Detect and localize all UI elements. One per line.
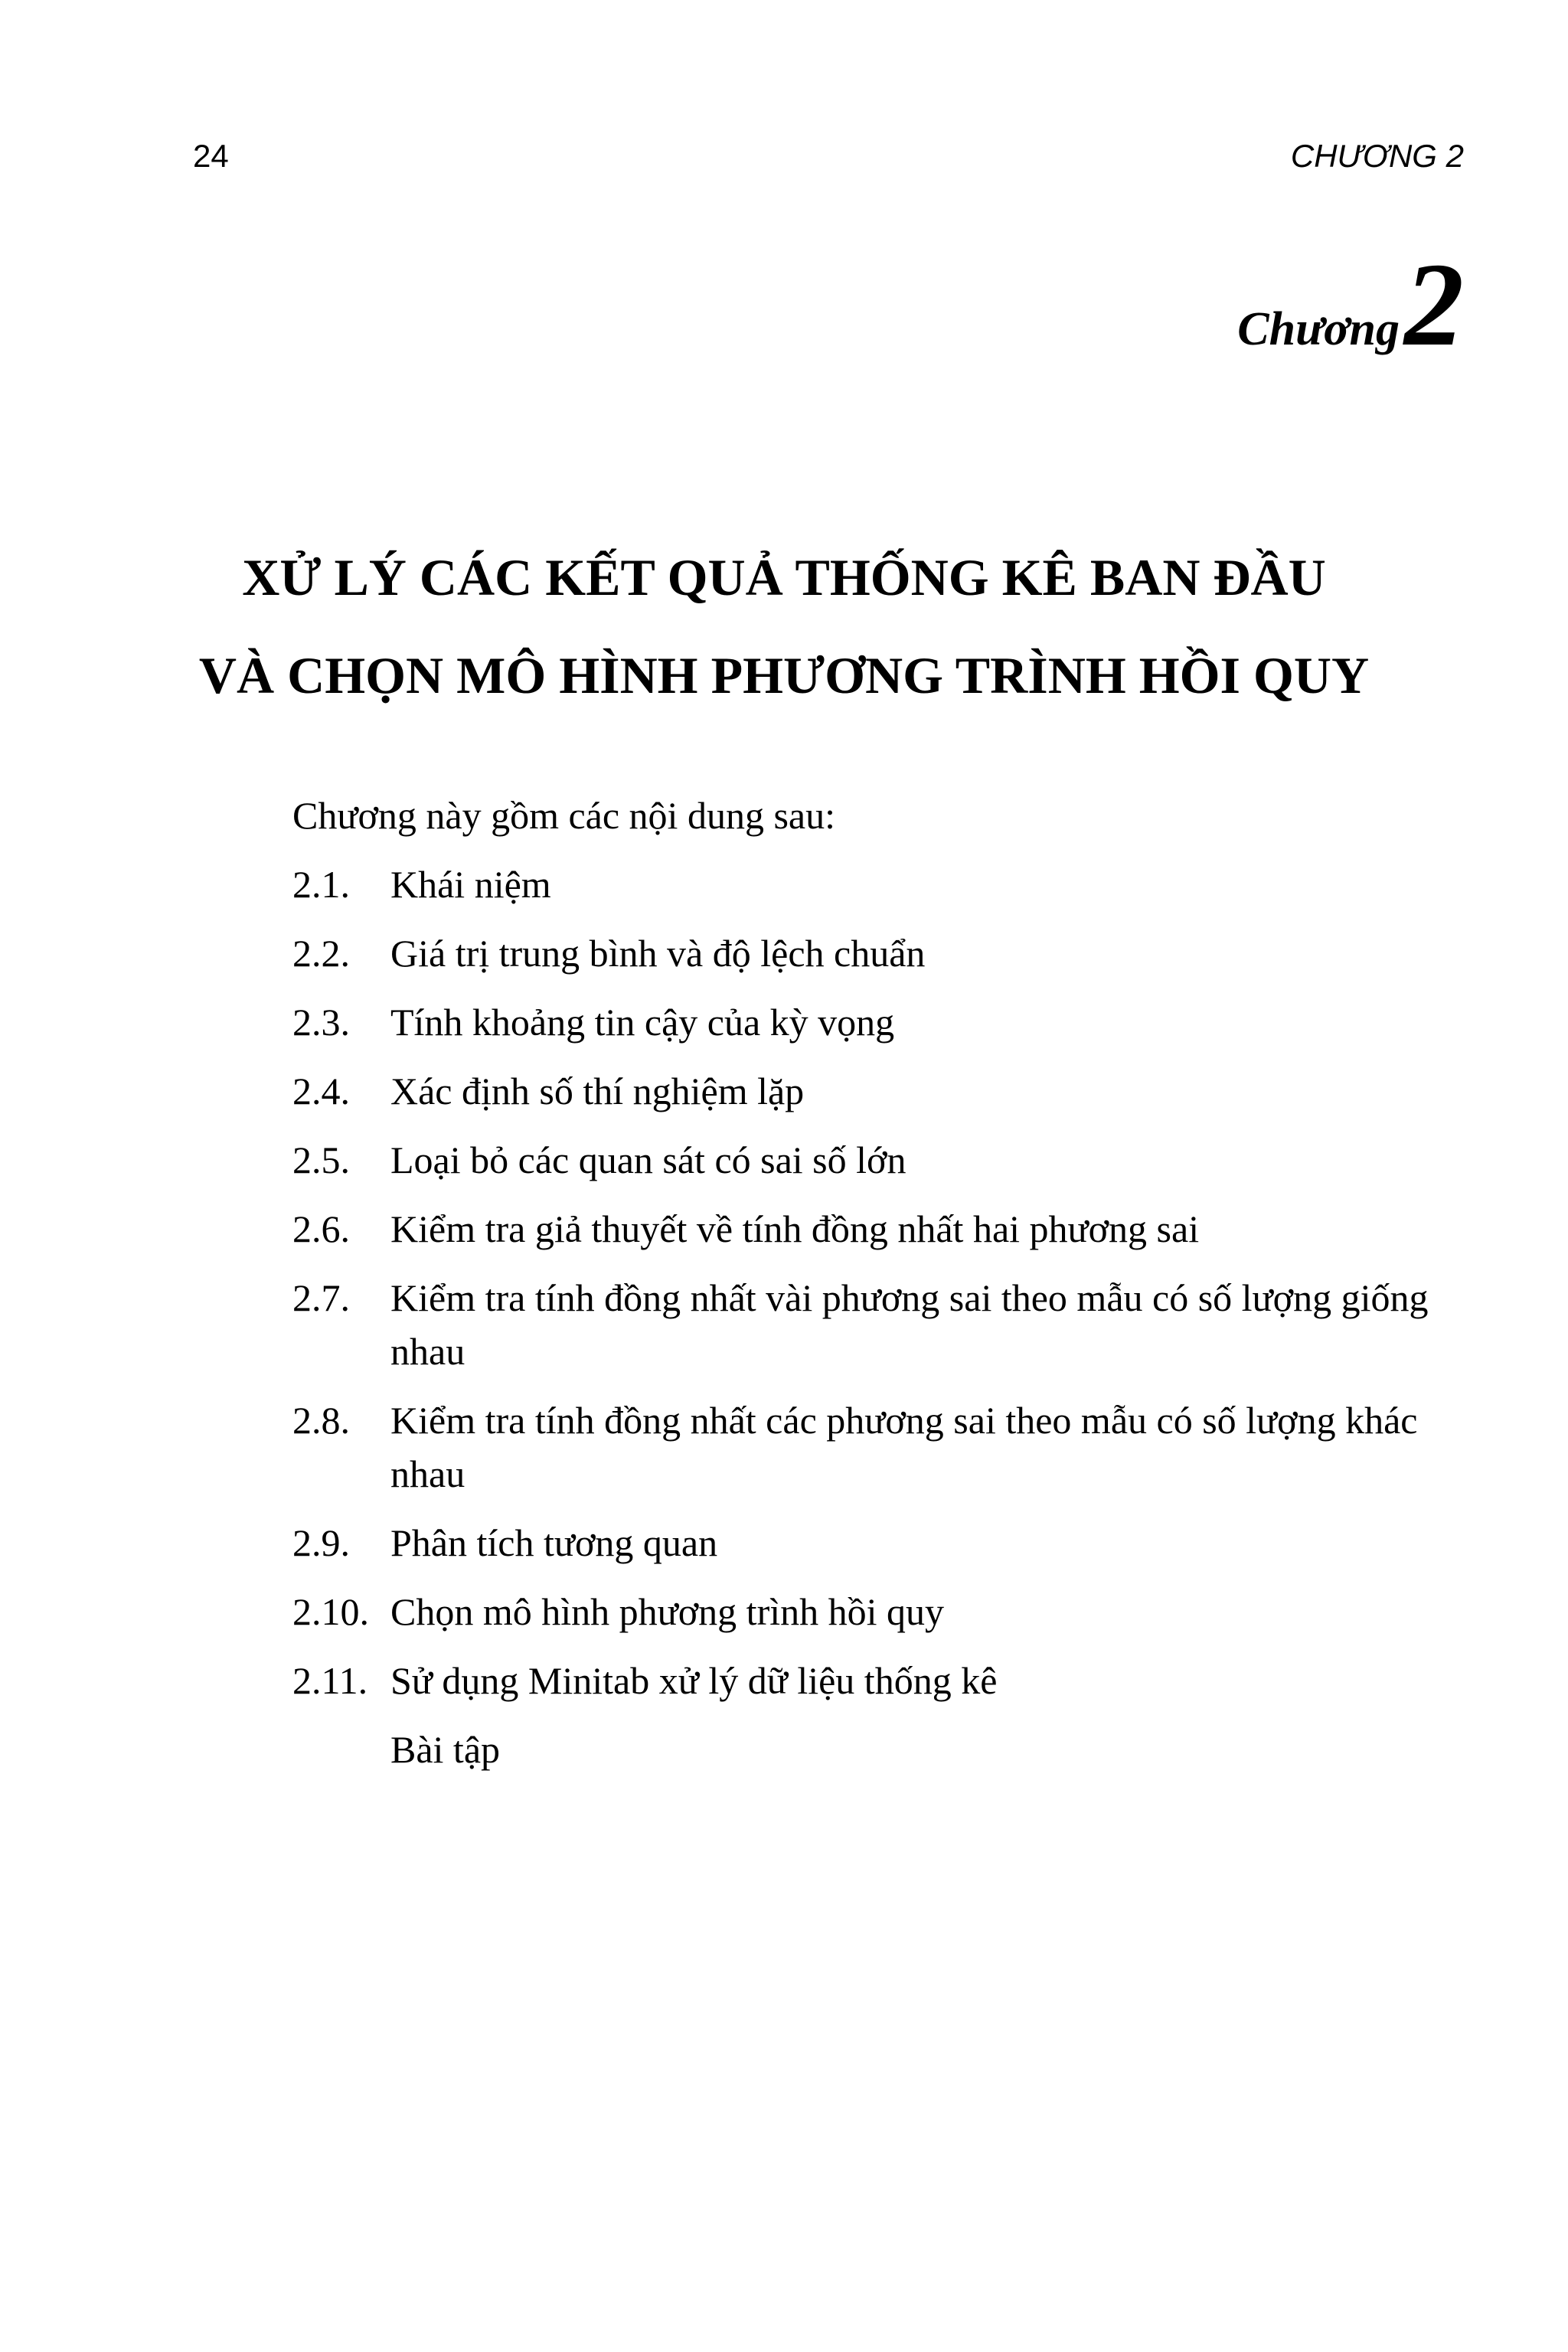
toc-item-number: 2.5. (292, 1138, 350, 1181)
toc-item (292, 1516, 1472, 1570)
toc-item (292, 995, 1472, 1049)
toc-item (292, 1133, 1472, 1187)
running-header (193, 138, 1464, 184)
toc-item-text: Khái niệm (390, 863, 551, 906)
toc-item (292, 1202, 1472, 1256)
toc-item-text: Bài tập (390, 1728, 501, 1771)
toc-item (292, 1585, 1472, 1638)
toc-item-text: Tính khoảng tin cậy của kỳ vọng (390, 1001, 895, 1044)
toc-item-number: 2.10. (292, 1590, 369, 1633)
chapter-heading (1237, 238, 1464, 371)
toc-item-text: Loại bỏ các quan sát có sai số lớn (390, 1138, 906, 1181)
chapter-title-line: VÀ CHỌN MÔ HÌNH PHƯƠNG TRÌNH HỒI QUY (198, 646, 1370, 704)
toc-item-number: 2.7. (292, 1276, 350, 1319)
toc-item-text: Chọn mô hình phương trình hồi quy (390, 1590, 944, 1633)
toc-item-text: Sử dụng Minitab xử lý dữ liệu thống kê (390, 1659, 998, 1702)
toc-item-text: Xác định số thí nghiệm lặp (390, 1070, 805, 1112)
toc-item (292, 1654, 1472, 1707)
toc-item-number: 2.11. (292, 1659, 368, 1702)
contents-intro: Chương này gồm các nội dung sau: (292, 794, 835, 837)
running-title: CHƯƠNG 2 (1290, 138, 1464, 174)
toc-item-text: Giá trị trung bình và độ lệch chuẩn (390, 932, 926, 975)
toc-item (292, 926, 1472, 980)
chapter-contents (292, 789, 1472, 1792)
toc-item-number: 2.9. (292, 1521, 350, 1564)
toc-item-number (292, 1723, 390, 1776)
toc-item (292, 1393, 1472, 1501)
chapter-title-line: XỬ LÝ CÁC KẾT QUẢ THỐNG KÊ BAN ĐẦU (242, 548, 1326, 606)
toc-item-number: 2.2. (292, 932, 350, 975)
toc-item-text: Kiểm tra giả thuyết về tính đồng nhất hai phương sai (390, 1207, 1200, 1250)
chapter-label: Chương (1237, 303, 1400, 355)
toc-item (292, 1723, 1472, 1776)
toc-item-number: 2.6. (292, 1207, 350, 1250)
toc-item-number: 2.3. (292, 1001, 350, 1044)
toc-item-text: Phân tích tương quan (390, 1521, 718, 1564)
toc-item-text: Kiểm tra tính đồng nhất các phương sai theo mẫu có số lượng khác nhau (390, 1399, 1418, 1495)
chapter-number: 2 (1404, 238, 1464, 371)
toc-item (292, 1064, 1472, 1118)
toc-item-text: Kiểm tra tính đồng nhất vài phương sai theo mẫu có số lượng giống nhau (390, 1276, 1429, 1373)
toc-item-number: 2.1. (292, 863, 350, 906)
page-number: 24 (193, 138, 229, 174)
toc-item (292, 858, 1472, 911)
toc-item (292, 1271, 1472, 1378)
toc-item-number: 2.4. (292, 1070, 350, 1112)
toc-item-number: 2.8. (292, 1399, 350, 1442)
chapter-title (0, 528, 1568, 724)
